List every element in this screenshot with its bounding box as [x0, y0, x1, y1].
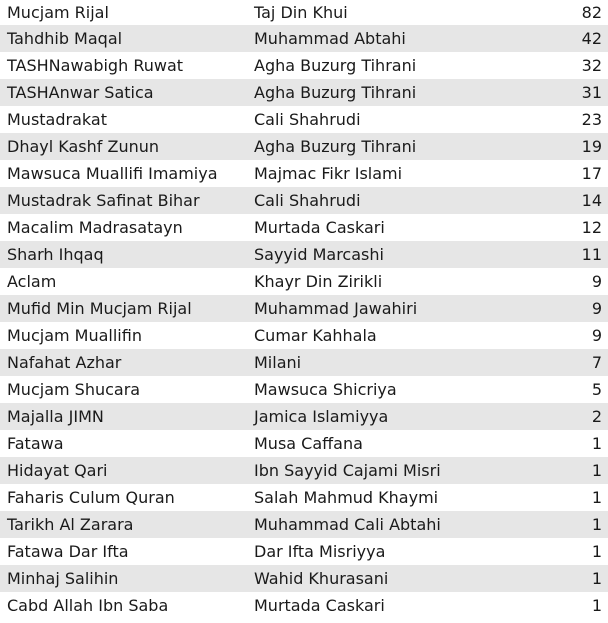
author-cell: Dar Ifta Misriyya — [254, 542, 386, 561]
count-cell: 1 — [591, 515, 602, 534]
author-cell: Wahid Khurasani — [254, 569, 389, 588]
author-cell: Murtada Caskari — [254, 218, 385, 237]
count-cell: 1 — [591, 569, 602, 588]
count-cell: 14 — [581, 191, 602, 210]
author-cell: Agha Buzurg Tihrani — [254, 83, 417, 102]
table-row — [0, 52, 608, 79]
author-cell: Cali Shahrudi — [254, 110, 361, 129]
title-cell: Minhaj Salihin — [7, 569, 119, 588]
title-cell: Mustadrak Safinat Bihar — [7, 191, 200, 210]
count-cell: 1 — [591, 596, 602, 615]
table-row — [0, 79, 608, 106]
count-cell: 9 — [591, 272, 602, 291]
table-row — [0, 268, 608, 295]
title-cell: Mucjam Muallifin — [7, 326, 142, 345]
title-cell: TASHNawabigh Ruwat — [7, 56, 184, 75]
author-cell: Milani — [254, 353, 302, 372]
author-cell: Muhammad Cali Abtahi — [254, 515, 441, 534]
table-row — [0, 484, 608, 511]
author-cell: Agha Buzurg Tihrani — [254, 56, 417, 75]
count-cell: 2 — [591, 407, 602, 426]
title-cell: Nafahat Azhar — [7, 353, 122, 372]
count-cell: 11 — [581, 245, 602, 264]
table-row — [0, 538, 608, 565]
author-cell: Majmac Fikr Islami — [254, 164, 403, 183]
author-cell: Taj Din Khui — [254, 3, 348, 22]
author-cell: Murtada Caskari — [254, 596, 385, 615]
title-cell: Mucjam Shucara — [7, 380, 141, 399]
title-cell: Fatawa — [7, 434, 64, 453]
author-cell: Ibn Sayyid Cajami Misri — [254, 461, 441, 480]
title-cell: Fatawa Dar Ifta — [7, 542, 129, 561]
author-cell: Musa Caffana — [254, 434, 363, 453]
author-cell: Khayr Din Zirikli — [254, 272, 383, 291]
author-cell: Mawsuca Shicriya — [254, 380, 397, 399]
table-row — [0, 160, 608, 187]
title-cell: Mucjam Rijal — [7, 3, 109, 22]
title-cell: Dhayl Kashf Zunun — [7, 137, 159, 156]
count-cell: 7 — [591, 353, 602, 372]
author-cell: Cumar Kahhala — [254, 326, 377, 345]
table-row — [0, 214, 608, 241]
author-cell: Sayyid Marcashi — [254, 245, 384, 264]
table-row — [0, 457, 608, 484]
count-cell: 42 — [581, 29, 602, 48]
count-cell: 19 — [581, 137, 602, 156]
title-cell: Faharis Culum Quran — [7, 488, 175, 507]
count-cell: 23 — [581, 110, 602, 129]
count-cell: 17 — [581, 164, 602, 183]
title-cell: TASHAnwar Satica — [7, 83, 154, 102]
table-row — [0, 25, 608, 52]
table-row — [0, 592, 608, 619]
count-cell: 9 — [591, 299, 602, 318]
count-cell: 1 — [591, 461, 602, 480]
author-cell: Agha Buzurg Tihrani — [254, 137, 417, 156]
title-cell: Macalim Madrasatayn — [7, 218, 183, 237]
table-row — [0, 322, 608, 349]
author-cell: Jamica Islamiyya — [254, 407, 389, 426]
count-cell: 31 — [581, 83, 602, 102]
count-cell: 5 — [591, 380, 602, 399]
author-cell: Muhammad Abtahi — [254, 29, 406, 48]
table-row — [0, 403, 608, 430]
title-cell: Aclam — [7, 272, 57, 291]
count-cell: 12 — [581, 218, 602, 237]
table-row — [0, 295, 608, 322]
count-cell: 9 — [591, 326, 602, 345]
title-cell: Mawsuca Muallifi Imamiya — [7, 164, 218, 183]
table-row — [0, 0, 608, 25]
title-cell: Cabd Allah Ibn Saba — [7, 596, 169, 615]
title-cell: Hidayat Qari — [7, 461, 108, 480]
title-cell: Mufid Min Mucjam Rijal — [7, 299, 192, 318]
author-cell: Salah Mahmud Khaymi — [254, 488, 439, 507]
table-row — [0, 133, 608, 160]
count-cell: 1 — [591, 488, 602, 507]
table-row — [0, 349, 608, 376]
table-row — [0, 241, 608, 268]
table-row — [0, 565, 608, 592]
count-cell: 82 — [581, 3, 602, 22]
table-row — [0, 106, 608, 133]
table-row — [0, 376, 608, 403]
count-cell: 1 — [591, 542, 602, 561]
table-row — [0, 430, 608, 457]
count-cell: 1 — [591, 434, 602, 453]
title-cell: Mustadrakat — [7, 110, 107, 129]
count-cell: 32 — [581, 56, 602, 75]
author-cell: Muhammad Jawahiri — [254, 299, 418, 318]
title-cell: Tahdhib Maqal — [7, 29, 123, 48]
title-cell: Majalla JIMN — [7, 407, 104, 426]
title-cell: Tarikh Al Zarara — [7, 515, 134, 534]
author-cell: Cali Shahrudi — [254, 191, 361, 210]
title-cell: Sharh Ihqaq — [7, 245, 104, 264]
table-row — [0, 511, 608, 538]
table-row — [0, 187, 608, 214]
